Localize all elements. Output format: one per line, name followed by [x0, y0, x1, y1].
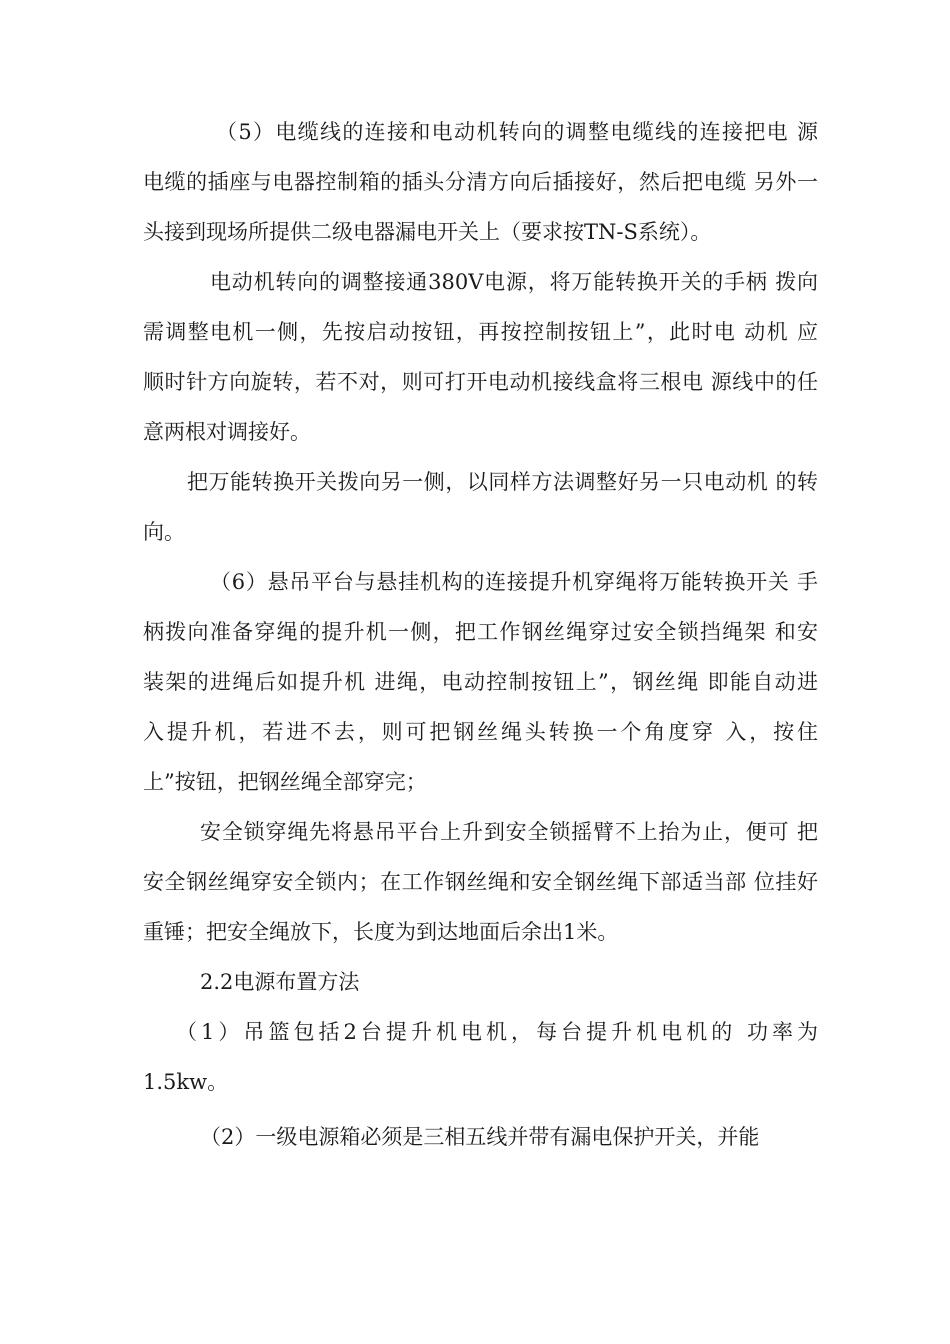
text-line-15: 安全锁穿绳先将悬吊平台上升到安全锁摇臂不上抬为止，便可 把 — [200, 820, 818, 844]
text-line-16: 安全钢丝绳穿安全锁内；在工作钢丝绳和安全钢丝绳下部适当部 位挂好 — [143, 870, 818, 894]
text-line-13: 入提升机，若进不去，则可把钢丝绳头转换一个角度穿 入，按住 — [143, 720, 818, 744]
text-line-4: 电动机转向的调整接通380V电源，将万能转换开关的手柄 拨向 — [210, 270, 818, 294]
section-heading: 2.2电源布置方法 — [200, 970, 360, 994]
text-line-5: 需调整电机一侧，先按启动按钮，再按控制按钮上”，此时电 动机 应 — [143, 320, 818, 344]
text-line-10: （6）悬吊平台与悬挂机构的连接提升机穿绳将万能转换开关 手 — [210, 570, 818, 594]
text-line-6: 顺时针方向旋转，若不对，则可打开电动机接线盒将三根电 源线中的任 — [143, 370, 818, 394]
text-line-12: 装架的进绳后如提升机 进绳，电动控制按钮上”，钢丝绳 即能自动进 — [143, 670, 818, 694]
text-line-1: （5）电缆线的连接和电动机转向的调整电缆线的连接把电 源 — [216, 120, 818, 144]
text-line-7: 意两根对调接好。 — [143, 420, 311, 444]
text-line-19: （1）吊篮包括2台提升机电机，每台提升机电机的 功率为 — [176, 1020, 818, 1044]
text-line-8: 把万能转换开关拨向另一侧，以同样方法调整好另一只电动机 的转 — [187, 470, 818, 494]
text-line-11: 柄拨向准备穿绳的提升机一侧，把工作钢丝绳穿过安全锁挡绳架 和安 — [143, 620, 818, 644]
text-line-21: （2）一级电源箱必须是三相五线并带有漏电保护开关，并能 — [200, 1125, 760, 1149]
text-line-3: 头接到现场所提供二级电器漏电开关上（要求按TN-S系统）。 — [143, 220, 712, 244]
text-line-20: 1.5kw。 — [143, 1070, 229, 1094]
text-line-14: 上”按钮，把钢丝绳全部穿完； — [143, 770, 427, 794]
text-line-17: 重锤；把安全绳放下，长度为到达地面后余出1米。 — [143, 920, 619, 944]
text-line-9: 向。 — [143, 520, 185, 544]
text-line-2: 电缆的插座与电器控制箱的插头分清方向后插接好，然后把电缆 另外一 — [143, 170, 818, 194]
